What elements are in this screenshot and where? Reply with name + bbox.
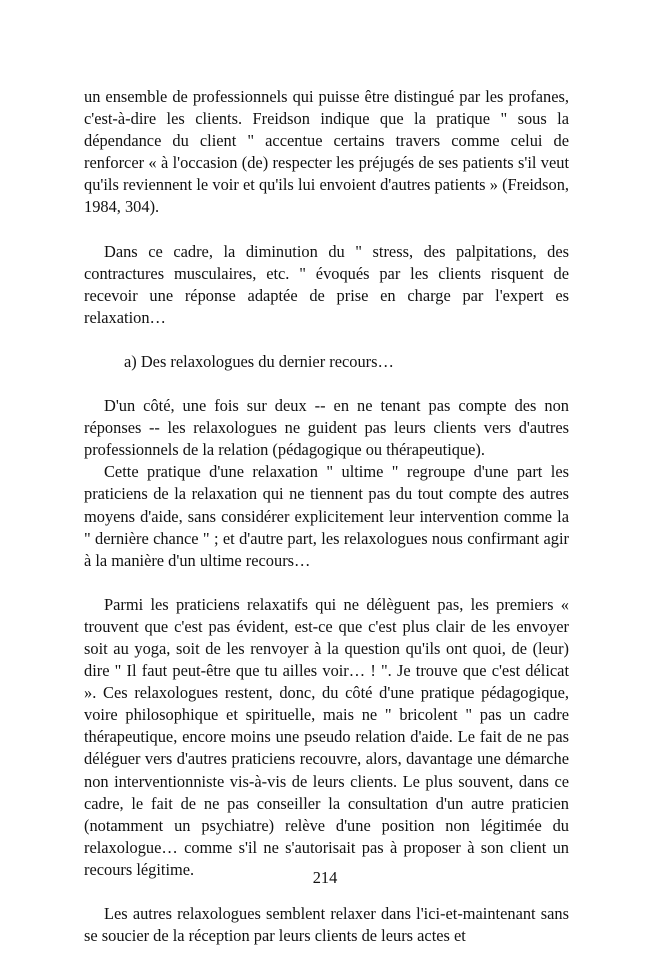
paragraph-6: Les autres relaxologues semblent relaxer dans l'ici-et-maintenant sans se soucier de la réception par leurs clients de leurs actes et <box>84 904 569 946</box>
paragraph-3: D'un côté, une fois sur deux -- en ne tenant pas compte des non réponses -- les relaxologues ne guident pas leurs clients vers d'autres professionnels de la relation (pédagogique ou thérapeutique). <box>84 396 569 460</box>
paragraph-4: Cette pratique d'une relaxation " ultime " regroupe d'une part les praticiens de la relaxation qui ne tiennent pas du tout compte des autres moyens d'aide, sans considérer explicitement leur intervention comme la " dernière chance " ; et d'autre part, les relaxologues nous confirmant agir à la manière d'un ultime recours… <box>84 462 569 570</box>
paragraph-5: Parmi les praticiens relaxatifs qui ne délèguent pas, les premiers « trouvent que c'est pas évident, est-ce que c'est plus clair de les envoyer soit au yoga, soit de les renvoyer à la question qu'ils ont quoi, de (leur) dire " Il faut peut-être que tu ailles voir… ! ". Je trouve que c'est délicat ». Ces relaxologues restent, donc, du côté d'une pratique pédagogique, voire philosophique et spirituelle, mais ne " bricolent " pas un cadre thérapeutique, encore moins une pseudo relation d'aide. Le fait de ne pas déléguer vers d'autres praticiens recouvre, alors, davantage une démarche non interventionniste vis-à-vis de leurs clients. Le plus souvent, dans ce cadre, le fait de ne pas conseiller la consultation d'un autre praticien (notamment un psychiatre) relève d'une position non légitimée du relaxologue… comme s'il ne s'autorisait pas à proposer à son client un recours légitime. <box>84 594 569 879</box>
section-heading: a) Des relaxologues du dernier recours… <box>124 351 394 371</box>
page-body <box>84 86 569 947</box>
paragraph-2: Dans ce cadre, la diminution du " stress, des palpitations, des contractures musculaires, etc. " évoqués par les clients risquent de recevoir une réponse adaptée de prise en charge par l'expert es relaxation… <box>84 241 569 327</box>
page-number: 214 <box>312 868 338 887</box>
paragraph-1: un ensemble de professionnels qui puisse être distingué par les profanes, c'est-à-dire les clients. Freidson indique que la pratique " sous la dépendance du client " accentue certains travers comme celui de renforcer « à l'occasion (de) respecter les préjugés de ses patients s'il veut qu'ils reviennent le voir et qu'ils lui envoient d'autres patients » (Freidson, 1984, 304). <box>84 87 569 217</box>
